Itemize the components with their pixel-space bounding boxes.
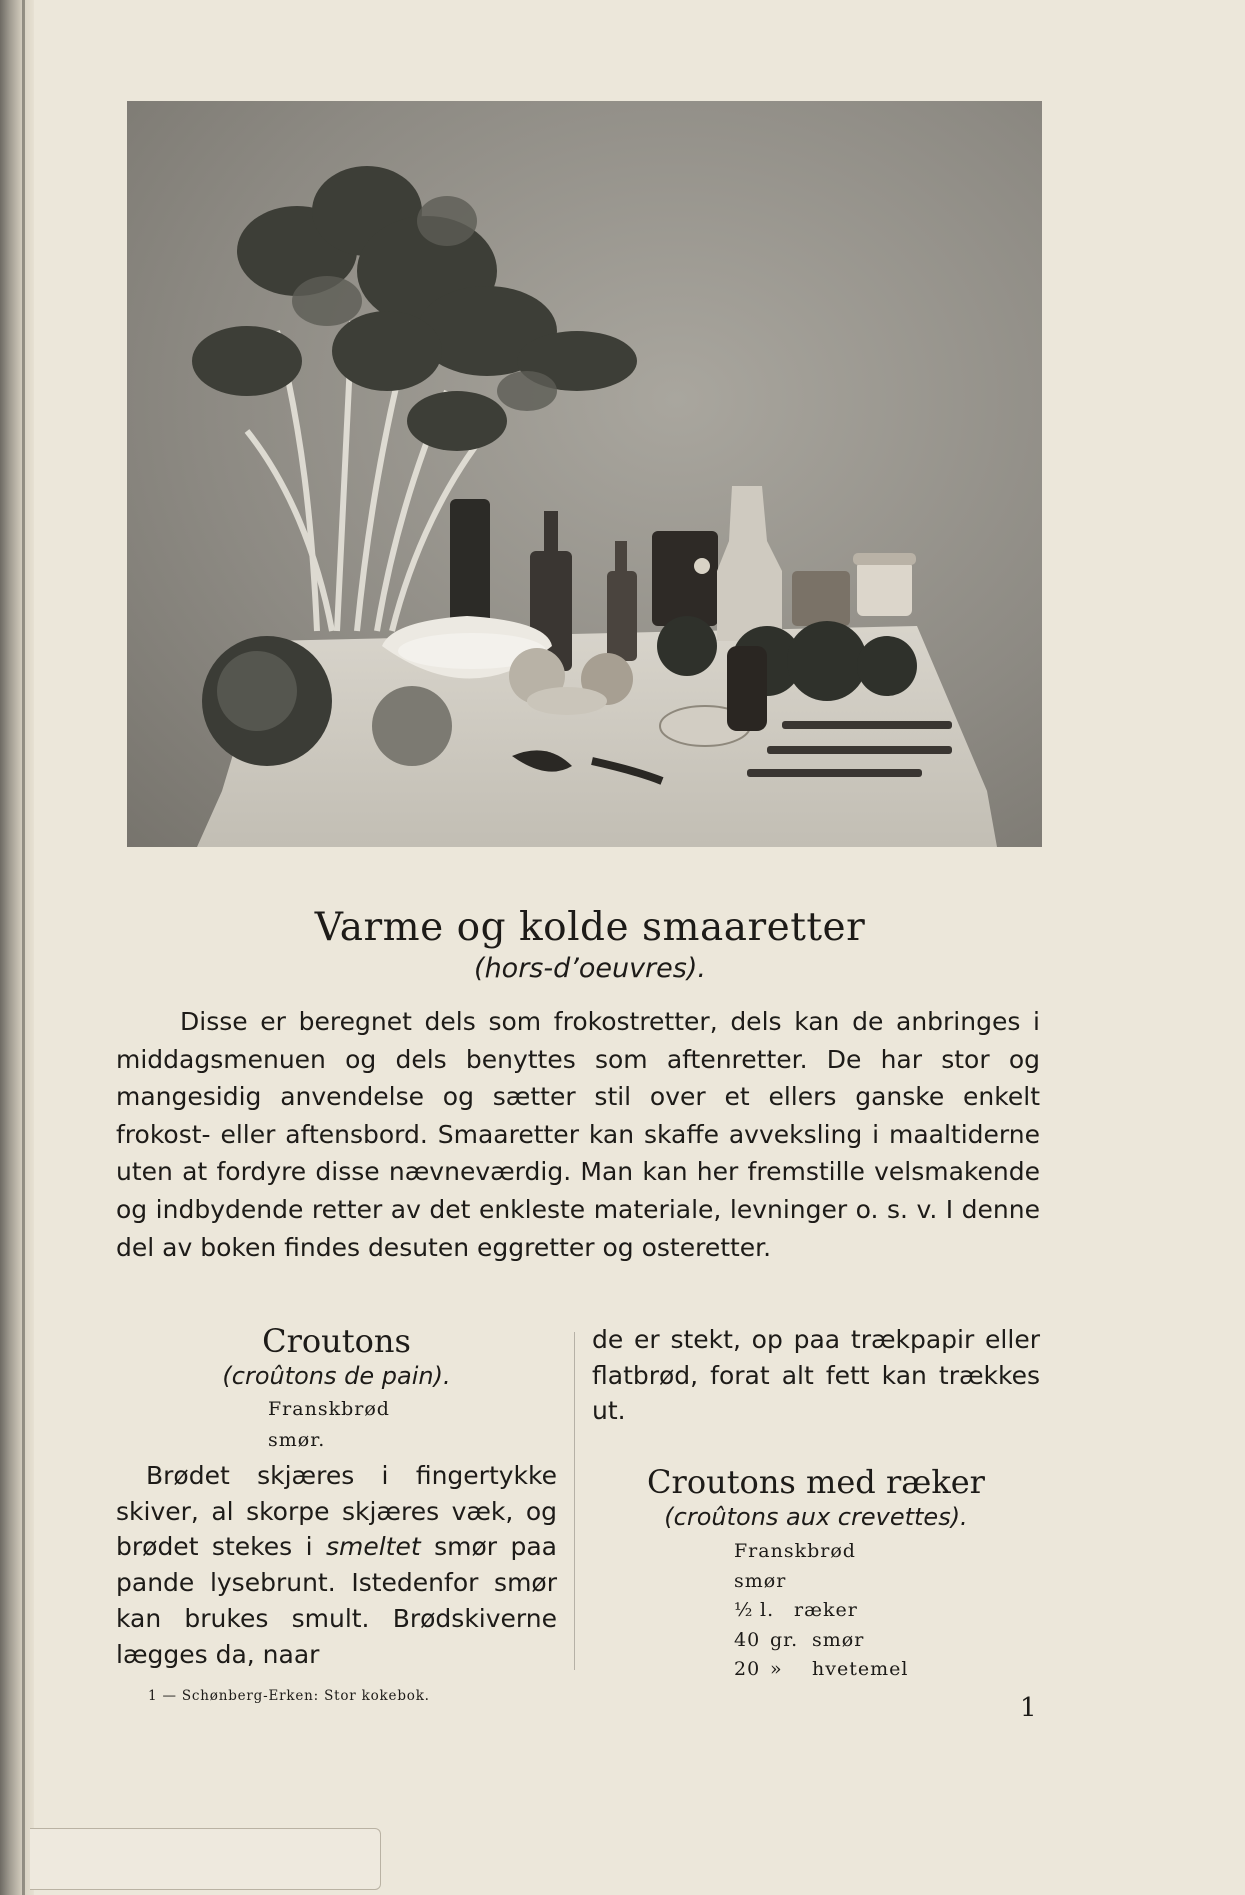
ingredient-unit: gr. [770, 1628, 799, 1651]
ingredient-item: smør. [268, 1429, 326, 1451]
ingredient-name: Franskbrød [734, 1540, 856, 1563]
method-text-end: smør paa pande lysebrunt. Istedenfor smør kan brukes smult. Brødskiverne lægges da, naar [116, 1532, 558, 1669]
ingredient-item [734, 1655, 1040, 1685]
ingredient-name: smør [812, 1628, 865, 1651]
ingredient-item [734, 1567, 1040, 1597]
hors-doeuvres-photo [127, 101, 1042, 847]
ingredient-unit: » [770, 1658, 783, 1681]
page-subtitle: (hors-d’oeuvres). [474, 953, 706, 984]
croutons-ingredients [116, 1394, 557, 1456]
ingredient-name: hvetemel [812, 1658, 909, 1681]
ingredient-item [734, 1596, 1040, 1626]
croutons-raeker-title: Croutons med ræker [647, 1463, 985, 1502]
method-text-start: Brødet skjæres i fingertykke skiver, al skorpe skjæres væk, og brødet stekes i [116, 1461, 557, 1562]
ingredient-item [734, 1626, 1040, 1656]
ingredient-qty: ½ [734, 1599, 754, 1622]
page-number: 1 [1020, 1693, 1037, 1723]
ingredient-qty: 40 [734, 1628, 761, 1651]
right-column [592, 1322, 1040, 1685]
signature-mark: 1 — Schønberg-Erken: Stor kokebok. [148, 1688, 430, 1704]
intro-paragraph: Disse er beregnet dels som frokostretter, dels kan de anbringes i middagsmenuen og dels benyttes som aftenretter. De har stor og mangesidig anvendelse og sætter stil over et ellers ganske enkelt frokost- eller aftensbord. Smaaretter kan skaffe avveksling i maaltiderne uten at fordyre disse nævneværdig. Man kan her fremstille velsmakende og indbydende retter av det enkleste materiale, levninger o. s. v. I denne del av boken findes desuten eggretter og osteretter. [116, 1007, 1040, 1262]
croutons-method [116, 1458, 557, 1672]
ingredient-item: Franskbrød [268, 1398, 390, 1420]
ingredient-name: ræker [794, 1599, 858, 1622]
croutons-raeker-ingredients [592, 1537, 1040, 1685]
column-divider [574, 1332, 575, 1670]
croutons-method-continued: de er stekt, op paa trækpapir eller flatbrød, forat alt fett kan trækkes ut. [592, 1325, 1040, 1426]
croutons-subtitle: (croûtons de pain). [222, 1362, 451, 1390]
ingredient-name: smør [734, 1569, 787, 1592]
binding-edge [22, 0, 25, 1895]
ingredient-qty: 20 [734, 1658, 761, 1681]
left-column [116, 1322, 557, 1672]
page-title: Varme og kolde smaaretter [314, 905, 866, 950]
croutons-title: Croutons [262, 1322, 411, 1360]
book-spine-shadow [0, 0, 34, 1895]
page-corner-tab [30, 1828, 381, 1890]
croutons-raeker-subtitle: (croûtons aux crevettes). [664, 1503, 968, 1532]
ingredient-unit: l. [760, 1599, 775, 1622]
method-italic-word: smeltet [325, 1532, 421, 1562]
ingredient-item [734, 1537, 1040, 1567]
